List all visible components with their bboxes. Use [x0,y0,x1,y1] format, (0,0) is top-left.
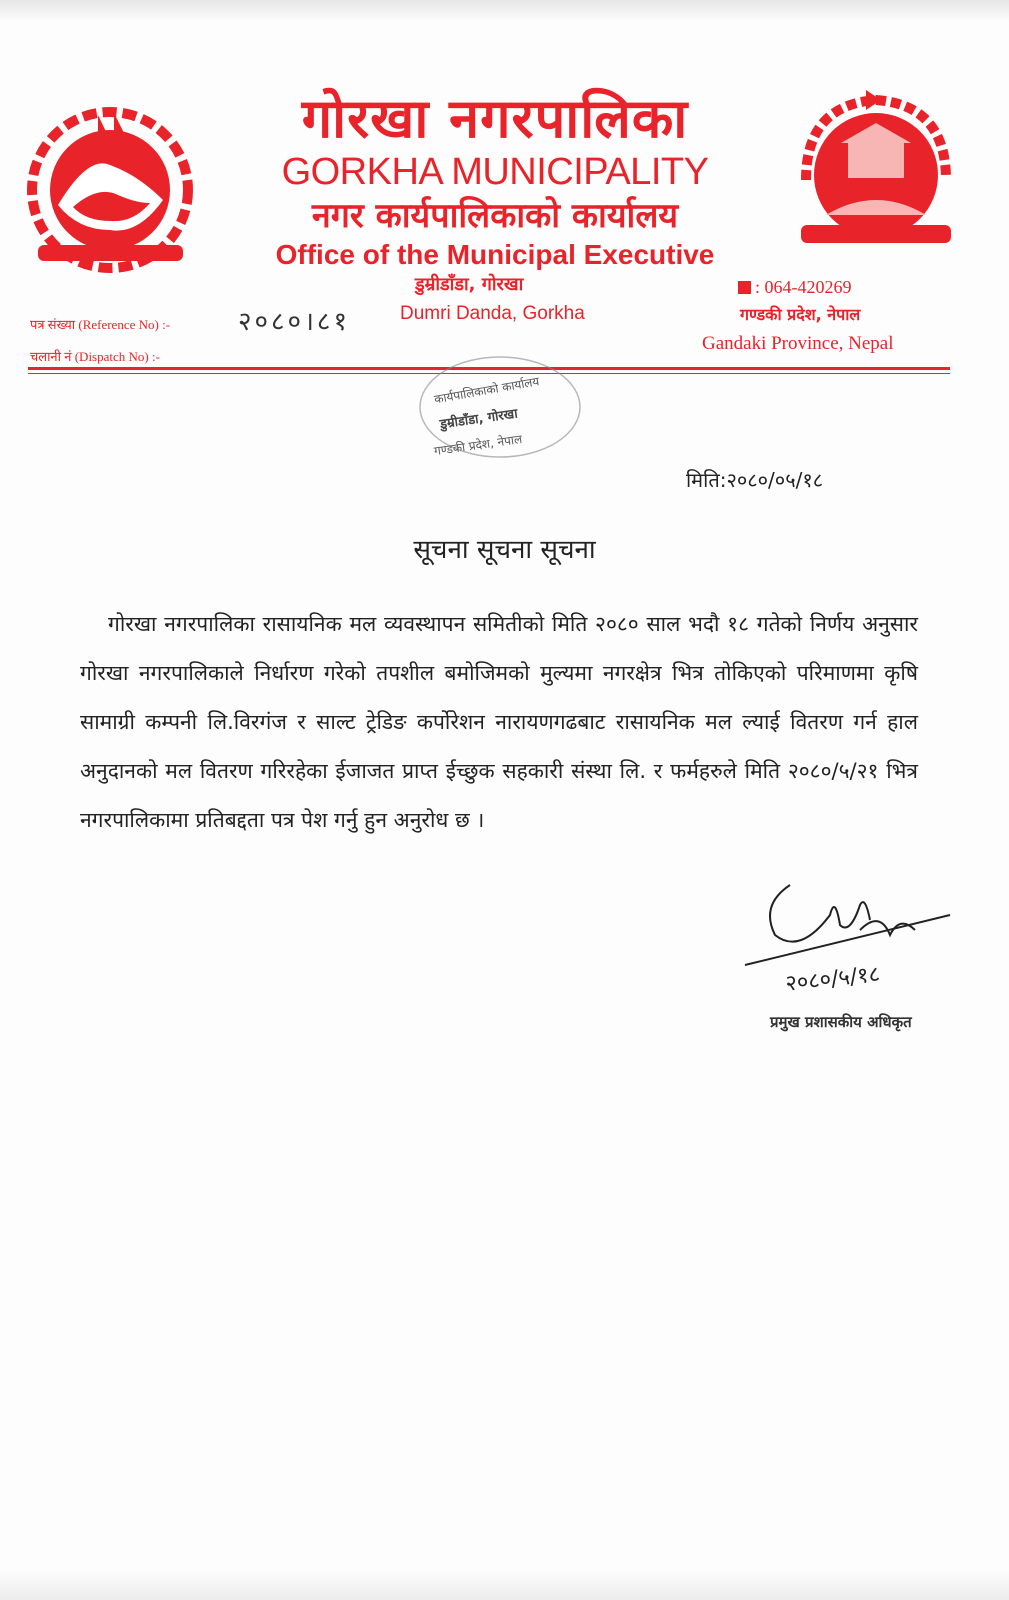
signature-date-handwritten: २०८०/५/१८ [784,961,882,997]
phone-number [738,277,852,298]
letter-date: मिति:२०८०/०५/१८ [686,468,824,492]
province-np: गण्डकी प्रदेश, नेपाल [740,305,861,324]
municipality-logo-icon [786,85,966,260]
reference-number-handwritten: २०८०।८१ [238,307,350,337]
address-en: Dumri Danda, Gorkha [400,303,585,324]
scan-shadow-top [0,0,1009,22]
dispatch-label: चलानी नं (Dispatch No) :- [30,349,160,364]
province-en: Gandaki Province, Nepal [702,333,894,354]
stamp-line-2: डुम्रीडाँडा, गोरखा [439,406,519,433]
stamp-line-1: कार्यपालिकाको कार्यालय [433,374,541,407]
stamp-line-3: गण्डकी प्रदेश, नेपाल [433,431,523,459]
scan-shadow-bottom [0,1570,1009,1600]
office-name-en: Office of the Municipal Executive [275,239,715,270]
address-np: डुम्रीडाँडा, गोरखा [415,274,524,295]
office-name-np: नगर कार्यपालिकाको कार्यालय [311,196,679,236]
reference-label: पत्र संख्या (Reference No) :- [30,317,171,332]
nepal-emblem-icon [18,95,203,280]
officer-designation: प्रमुख प्रशासकीय अधिकृत [770,1013,912,1031]
notice-heading: सूचना सूचना सूचना [413,535,596,565]
letterhead-title-block [205,88,785,272]
notice-body: गोरखा नगरपालिका रासायनिक मल व्यवस्थापन समितीको मिति २०८० साल भदौ १८ गतेको निर्णय अनुसार गोरखा नगरपालिकाले निर्धारण गरेको तपशील बमोजिमको मुल्यमा नगरक्षेत्र भित्र तोकिएको परिमाणमा कृषि सामाग्री कम्पनी लि.विरगंज र साल्ट ट्रेडिङ कर्पोरेशन नारायणगढबाट रासायनिक मल ल्याई वितरण गर्न हाल अनुदानको मल वितरण गरिरहेका ईजाजत प्राप्त ईच्छुक सहकारी संस्था लि. र फर्महरुले मिति २०८०/५/२१ भित्र नगरपालिकामा प्रतिबद्दता पत्र पेश गर्नु हुन अनुरोध छ । [80,612,918,832]
municipality-name-en: GORKHA MUNICIPALITY [281,151,709,193]
phone-icon [738,281,751,294]
officer-signature [740,875,970,1005]
office-stamp [412,352,587,467]
phone-value: : 064-420269 [755,277,852,297]
municipality-name-np: गोरखा नगरपालिका [301,87,689,150]
